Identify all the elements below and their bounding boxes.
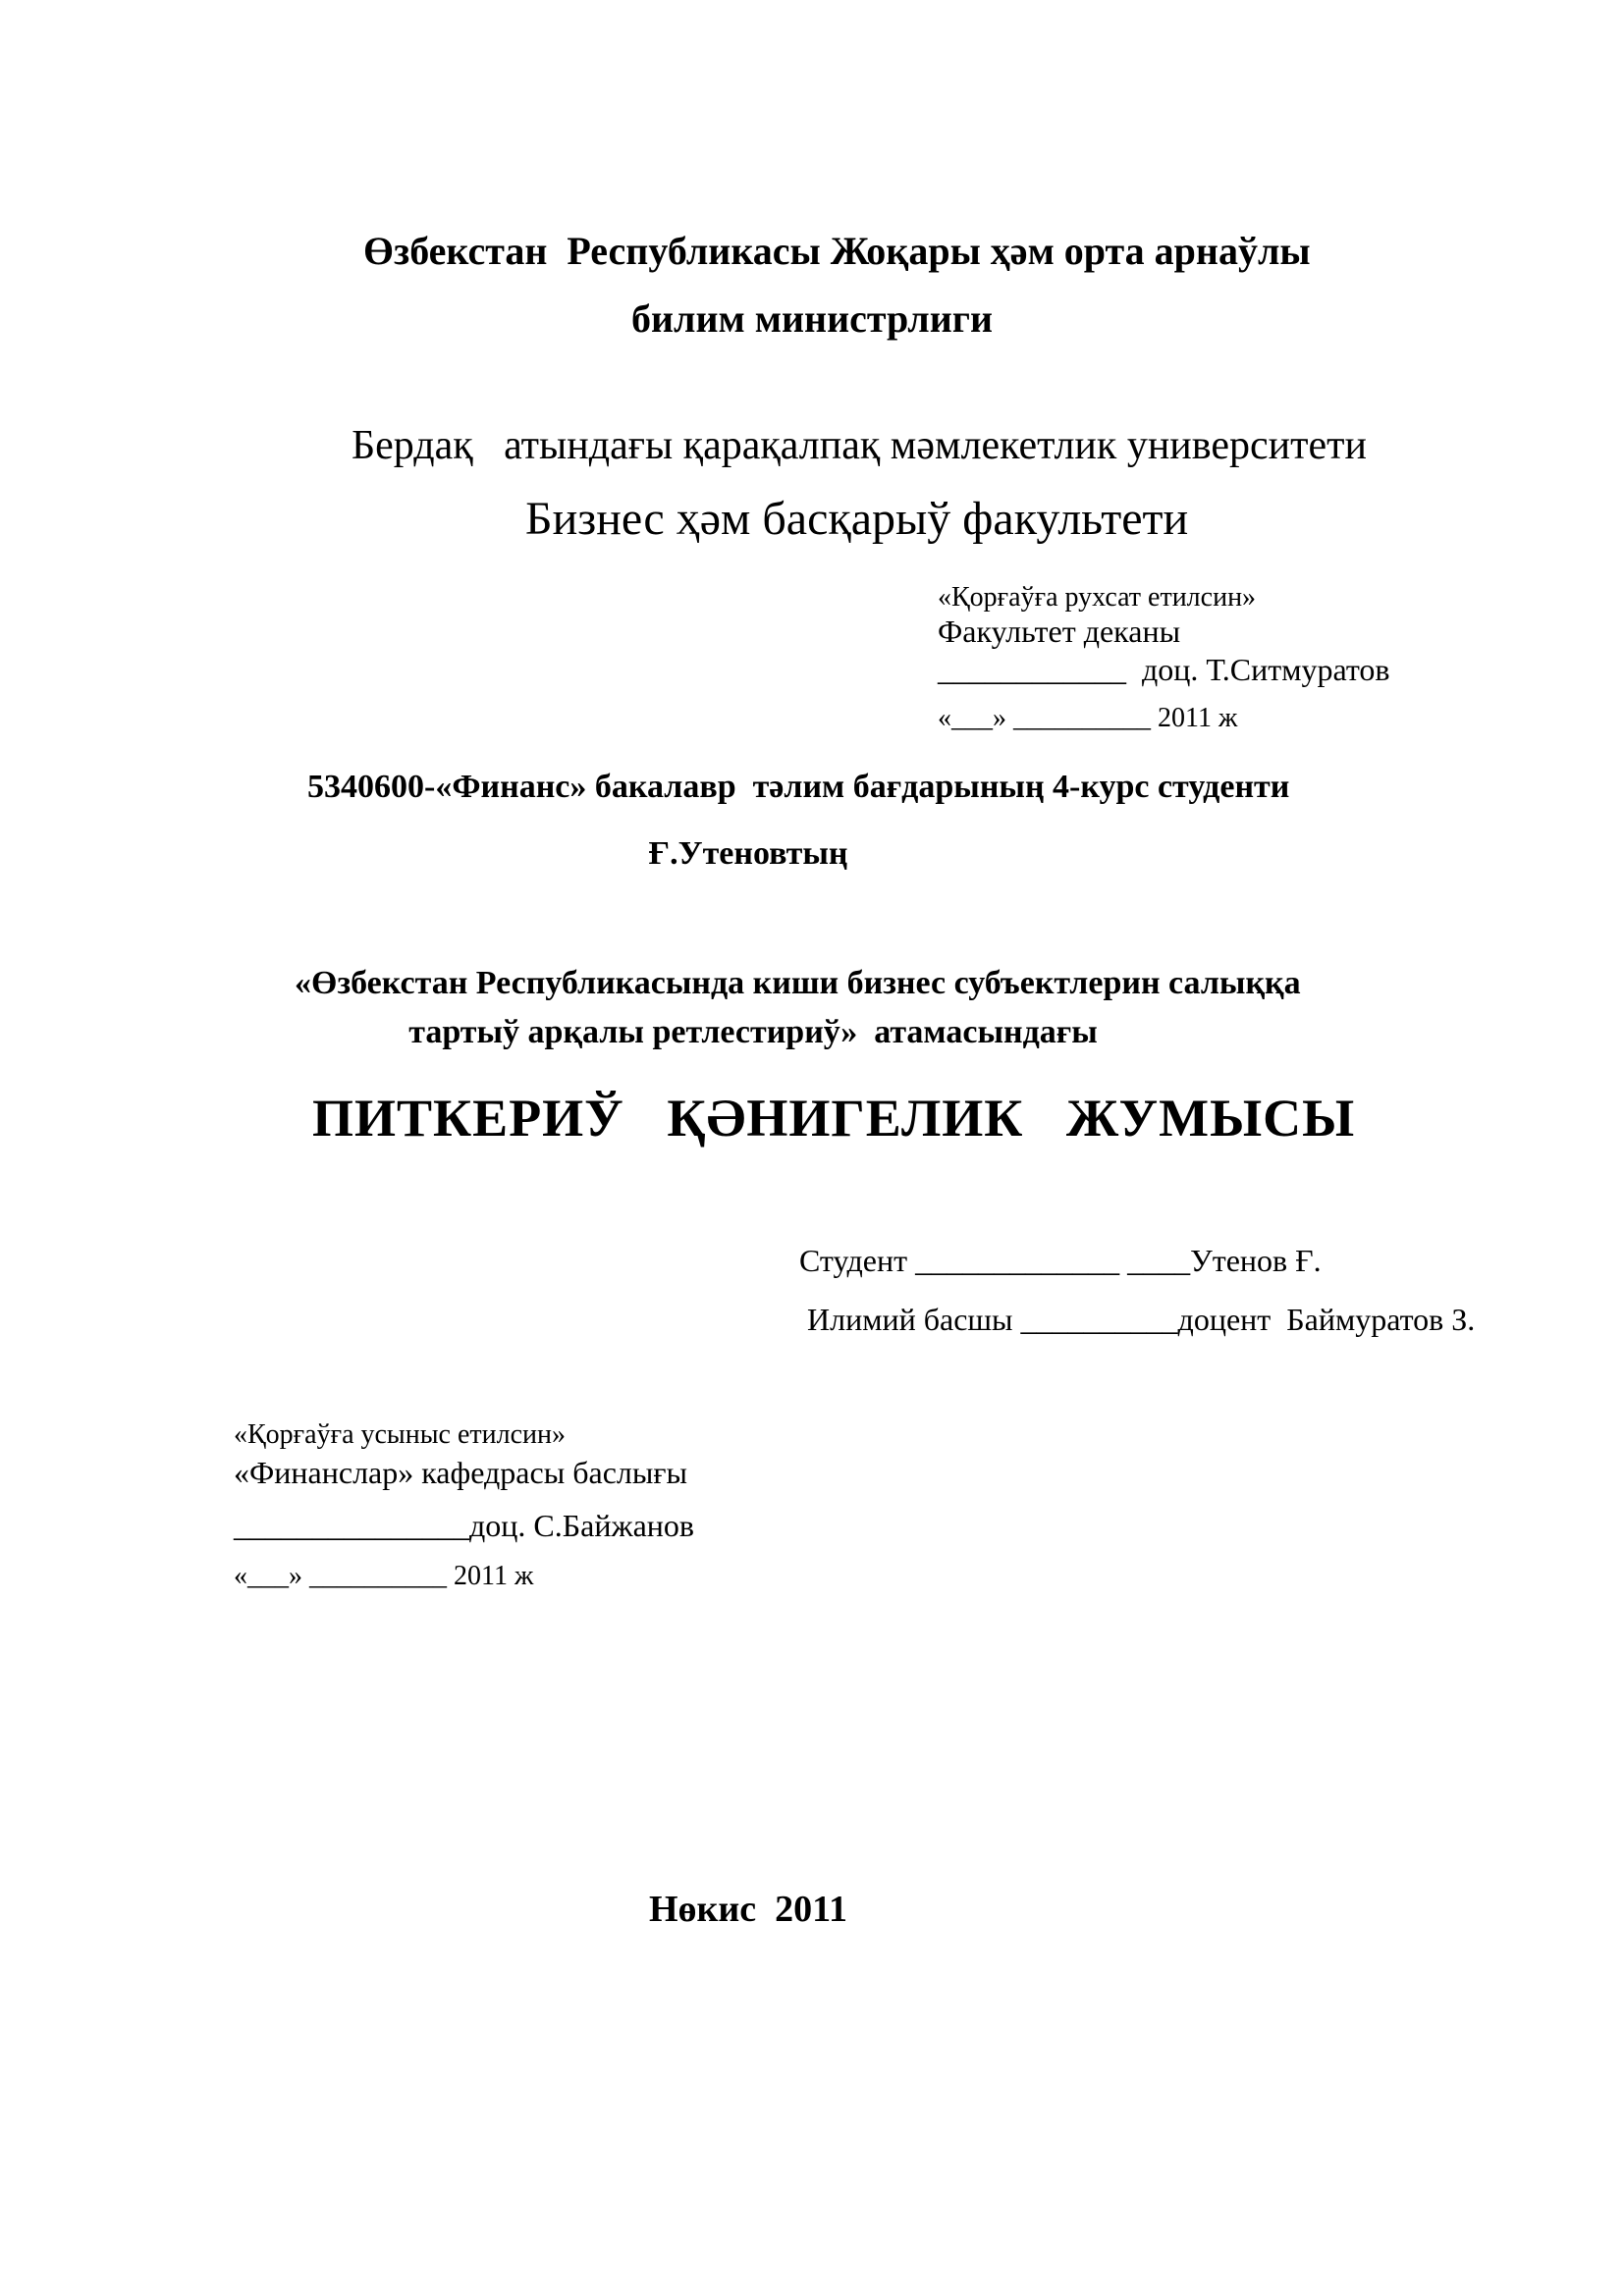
ministry-name-line-1: Өзбекстан Республикасы Жоқары ҳәм орта арнаўлы xyxy=(363,229,1311,273)
thesis-topic-line-1: «Өзбекстан Республикасында киши бизнес субъектлерин салыққа xyxy=(295,965,1301,1001)
department-approval-date: «___» __________ 2011 ж xyxy=(234,1561,534,1591)
ministry-name-line-2: билим министрлиги xyxy=(630,296,993,341)
dean-approval-date: «___» __________ 2011 ж xyxy=(938,703,1238,733)
dean-role: Факультет деканы xyxy=(938,614,1181,649)
work-type-title: ПИТКЕРИЎ ҚӘНИГЕЛИК ЖУМЫСЫ xyxy=(312,1089,1356,1148)
thesis-topic-line-2: тартыў арқалы ретлестириў» атамасындағы xyxy=(408,1014,1098,1050)
department-head-role: «Финанслар» кафедрасы баслығы xyxy=(234,1455,687,1490)
dean-approval-title: «Қорғаўға рухсат етилсин» xyxy=(938,582,1257,613)
student-signature-line: Студент _____________ ____Утенов Ғ. xyxy=(799,1243,1322,1278)
city-year: Нөкис 2011 xyxy=(648,1889,848,1930)
student-name: Ғ.Утеновтың xyxy=(648,835,848,872)
department-signature-line: _______________доц. С.Байжанов xyxy=(234,1508,694,1543)
university-name: Бердақ атындағы қарақалпақ мәмлекетлик университети xyxy=(352,423,1367,468)
dean-signature-line: ____________ доц. Т.Ситмуратов xyxy=(938,652,1390,687)
faculty-name: Бизнес ҳәм басқарыў факультети xyxy=(525,493,1189,545)
department-approval-title: «Қорғаўға усыныс етилсин» xyxy=(234,1419,566,1450)
supervisor-signature-line: Илимий басшы __________доцент Баймуратов З. xyxy=(807,1302,1476,1337)
student-program: 5340600-«Финанс» бакалавр тәлим бағдарының 4-курс студенти xyxy=(307,769,1290,805)
